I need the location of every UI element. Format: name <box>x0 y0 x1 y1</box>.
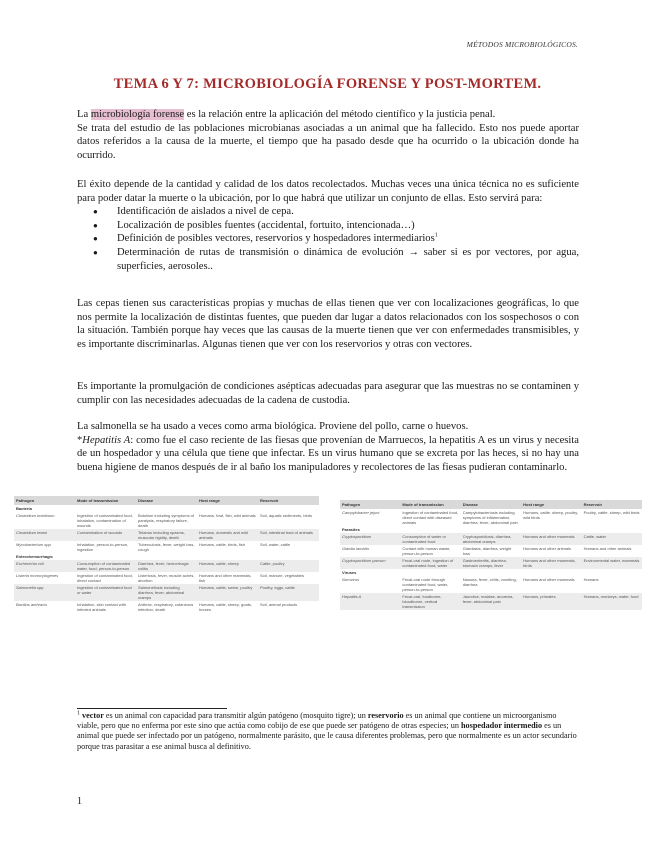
footnote-ref: 1 <box>434 232 438 239</box>
column-header: Reservoir <box>582 500 642 509</box>
table-cell: Humans, monkeys, water, food <box>582 593 642 610</box>
table-group-row <box>340 526 642 533</box>
running-header: MÉTODOS MICROBIOLÓGICOS. <box>466 40 578 49</box>
table-cell: Ingestion of contaminated food or water <box>75 584 136 601</box>
intro-paragraph-2: Se trata del estudio de las poblaciones microbianas asociadas a un animal que ha fallecido. Esto nos puede aportar datos referidos a la causa de la muerte, el tiempo que ha pasado desde que ha ocurrido o la ubicación donde ha ocurrido. <box>77 122 579 161</box>
list-item-text: Definición de posibles vectores, reservorios y hospedadores intermediarios <box>117 233 435 245</box>
success-section <box>77 178 579 273</box>
table-row <box>340 557 642 569</box>
salmonella-section <box>77 420 579 474</box>
table-header-row <box>14 496 319 505</box>
table-cell: Cattle, water <box>582 533 642 545</box>
table-cell: Humans and other mammals <box>521 533 581 545</box>
table-row <box>340 509 642 526</box>
footnote-term-host: hospedador intermedio <box>461 721 543 731</box>
table-cell: Tuberculosis, fever, weight loss, cough <box>138 542 195 552</box>
table-row <box>14 560 319 572</box>
table-cell: Humans and other mammals, birds <box>521 557 581 569</box>
table-cell: Jaundice, malaise, anorexia, fever, abdominal pain <box>461 593 521 610</box>
list-item: ● Identificación de aislados a nivel de cepa. <box>117 205 579 219</box>
group-label: Bacteria <box>14 505 319 512</box>
intro-paragraph <box>77 108 579 122</box>
table-row <box>340 576 642 593</box>
table-cell: Inhalation, skin contact with infected animals <box>77 602 126 612</box>
table-cell: Norovirus <box>342 577 360 582</box>
aseptic-paragraph: Es importante la promulgación de condiciones asépticas adecuadas para asegurar que las muestras no se contaminen y cumplir con las necesidades adecuadas de la cadena de custodia. <box>77 381 579 406</box>
column-header: Host range <box>197 496 258 505</box>
table-cell: Humans, cattle, sheep, goats, horses <box>199 602 252 612</box>
column-header: Pathogen <box>340 500 400 509</box>
column-header: Disease <box>461 500 521 509</box>
table-cell: Salmonellosis including diarrhea, fever, abdominal cramps <box>136 584 197 601</box>
group-label: Enterohemorrhagic <box>14 553 319 560</box>
table-group-row <box>340 569 642 576</box>
pathogen-table-left <box>14 496 319 613</box>
column-header: Mode of transmission <box>400 500 460 509</box>
table-cell: Soil, animal products <box>260 602 298 607</box>
table-cell: Contact with human waste, person-to-person <box>402 546 451 556</box>
table-row <box>340 533 642 545</box>
group-label: Viruses <box>340 569 642 576</box>
column-header: Reservoir <box>258 496 319 505</box>
column-header: Host range <box>521 500 581 509</box>
table-cell: Humans, cattle, sheep, poultry, wild birds <box>523 510 579 520</box>
table-cell: Campylobacteriosis including symptoms of inflammation, diarrhea, fever, abdominal pain <box>462 510 518 525</box>
table-row <box>14 541 319 553</box>
table-cell: Humans, cattle, birds, fish <box>199 542 246 547</box>
table-cell: Giardiasis, diarrhea, weight loss <box>462 546 512 556</box>
table-cell: Humans and other animals <box>523 546 571 551</box>
page-number: 1 <box>77 796 82 807</box>
success-paragraph: El éxito depende de la cantidad y calidad de los datos recolectados. Muchas veces una única técnica no es suficiente para poder datar la muerte o la ubicación, por lo que habrá que utilizar un conjunto de ellas. Esto servirá para: <box>77 179 579 204</box>
footnote-number: 1 <box>77 710 80 717</box>
hepatitis-text: : como fue el caso reciente de las fiesas que provenían de Marruecos, la hepatitis A es un virus y necesita de un hospedador y una célula que tiene que infectar. Es un virus humano que se excreta por las heces, si no hay una buena higiene de manos después de ir al baño los manipuladores y recolectores de las fiesas pudieran contaminarlo. <box>77 434 579 473</box>
table-cell: Cryptosporidium <box>340 533 400 545</box>
table-cell: Inhalation, person-to-person, ingestion <box>77 542 129 552</box>
intro-rest: es la relación entre la aplicación del método científico y la justicia penal. <box>184 109 496 120</box>
table-cell: Hepatitis A <box>340 593 400 610</box>
footnote-divider <box>77 708 227 709</box>
table-cell: Humans, cattle, swine, poultry <box>197 584 258 601</box>
table-cell: Cattle, poultry <box>258 560 319 572</box>
intro-prefix: La <box>77 109 91 120</box>
table-cell: Ingestion of contaminated food, direct contact with diseased animals <box>402 510 459 525</box>
table-cell: Humans and other mammals <box>523 577 575 582</box>
table-cell: Mycobacterium spp. <box>16 542 52 547</box>
footnote-text: es un animal que contiene un microorganismo viable, pero que no enferma por este sino que actúa como cobijo de ese que puede ser patógeno de otras especies; un <box>77 711 557 731</box>
pathogen-table-right <box>340 500 642 610</box>
table-cell: Humans and other mammals, fish <box>199 573 252 583</box>
table-row <box>14 512 319 529</box>
purpose-list <box>77 205 579 273</box>
highlighted-term: microbiología forense <box>90 109 185 120</box>
table-cell: Contamination of wounds <box>75 529 136 541</box>
table-cell: Consumption of contaminated water, food, person-to-person <box>75 560 136 572</box>
table-cell: Soil, aquatic sediments, birds <box>260 513 313 518</box>
footnote <box>77 711 579 752</box>
table-row <box>14 529 319 541</box>
table-group-row <box>14 505 319 512</box>
table-cell: Campylobacter jejuni <box>342 510 380 515</box>
table-row <box>340 545 642 557</box>
hepatitis-paragraph <box>77 434 579 475</box>
list-item: ● Localización de posibles fuentes (accidental, fortuito, intencionada…) <box>117 219 579 233</box>
intro-section <box>77 108 579 162</box>
table-row <box>14 601 319 613</box>
list-item <box>117 232 579 246</box>
table-cell: Diarrhea, fever, hemorrhagic colitis <box>136 560 197 572</box>
footnote-term-reservoir: reservorio <box>367 711 404 720</box>
table-cell: Poultry, cattle, sheep, wild birds <box>583 510 640 515</box>
table-cell: Fecal-oral route, ingestion of contaminated food, water <box>400 557 460 569</box>
list-item: ● Determinación de rutas de transmisión o dinámica de evolución → saber si es por vectores, por agua, superficies, aerosoles.. <box>117 246 579 273</box>
table-cell: Consumption of water or contaminated food <box>400 533 460 545</box>
footnote-text: es un animal con capacidad para transmitir algún patógeno (mosquito tigre); un <box>103 711 368 720</box>
table-row <box>340 593 642 610</box>
table-cell: Humans <box>583 577 599 582</box>
table-cell: Giardia lamblia <box>342 546 369 551</box>
table-cell: Soil, water, cattle <box>260 542 291 547</box>
table-cell: Environmental water, mammals <box>582 557 642 569</box>
table-cell: Humans, domestic and wild animals <box>197 529 258 541</box>
table-cell: Listeriosis, fever, muscle aches, abortion <box>138 573 195 583</box>
table-cell: Tetanus including spasms, muscular rigidity, death <box>136 529 197 541</box>
table-cell: Salmonella spp. <box>14 584 75 601</box>
table-cell: Clostridium botulinum <box>16 513 55 518</box>
table-cell: Anthrax, respiratory, cutaneous infection, death <box>138 602 194 612</box>
table-cell: Cryptosporidium parvum <box>340 557 400 569</box>
table-cell: Nausea, fever, chills, vomiting, diarrhea <box>462 577 517 587</box>
table-cell: Humans, cattle, sheep <box>197 560 258 572</box>
page-title: TEMA 6 Y 7: MICROBIOLOGÍA FORENSE Y POST-MORTEM. <box>113 76 542 92</box>
table-cell: Clostridium tetani <box>14 529 75 541</box>
table-cell: Cryptosporidiosis, diarrhea, abdominal cramps <box>461 533 521 545</box>
table-cell: Humans and other animals <box>583 546 632 551</box>
hepatitis-name: Hepatitis A <box>82 434 131 446</box>
footnote-term-vector: vector <box>82 711 104 720</box>
strains-paragraph: Las cepas tienen sus características propias y muchas de ellas tienen que ver con localizaciones geográficas, lo que nos permite la localización de distintas fuentes, que pueden dar lugar a datos relacionados con los sospechosos o con la situación. También porque hay veces que las causas de la muerte tienen que ver con enfermedades transmisibles, y es importante discriminarlas. Algunas tienen que ver con los reservorios y otras con vectores. <box>77 298 579 350</box>
table-row <box>14 584 319 601</box>
table-cell: Soil, manure, vegetables <box>260 573 305 578</box>
table-cell: Humans, fowl, fish, wild animals <box>199 513 256 518</box>
table-cell: Humans, primates <box>521 593 581 610</box>
table-cell: Gastroenteritis, diarrhea, stomach cramps, fever <box>461 557 521 569</box>
table-group-row <box>14 553 319 560</box>
table-cell: Ingestion of contaminated food, inhalation, contamination of wounds <box>77 513 133 528</box>
salmonella-paragraph: La salmonella se ha usado a veces como arma biológica. Proviene del pollo, carne o huevos. <box>77 421 469 432</box>
column-header: Mode of transmission <box>75 496 136 505</box>
group-label: Parasites <box>340 526 642 533</box>
table-cell: Soil, intestinal tract of animals <box>258 529 319 541</box>
table-cell: Ingestion of contaminated food, direct contact <box>77 573 133 583</box>
table-row <box>14 572 319 584</box>
table-cell: Botulism including symptoms of paralysis, respiratory failure, death <box>138 513 195 528</box>
table-cell: Listeria monocytogenes <box>16 573 59 578</box>
footnote-text: es un animal que puede ser infectado por un patógeno, normalmente parásito, que le causa diferentes problemas, pero que normalmente es un actor secundario porque tras parasitar a ese animal busca al definitivo. <box>77 721 577 751</box>
column-header: Pathogen <box>14 496 75 505</box>
table-cell: Bacillus anthracis <box>16 602 48 607</box>
table-cell: Fecal-oral, foodborne, bloodborne, vertical transmission <box>400 593 460 610</box>
table-cell: Escherichia coli <box>14 560 75 572</box>
table-cell: Fecal-oral route through contaminated food, water, person-to-person <box>402 577 449 592</box>
table-cell: Poultry, eggs, cattle <box>258 584 319 601</box>
table-header-row <box>340 500 642 509</box>
asterisk: * <box>77 434 83 446</box>
column-header: Disease <box>136 496 197 505</box>
